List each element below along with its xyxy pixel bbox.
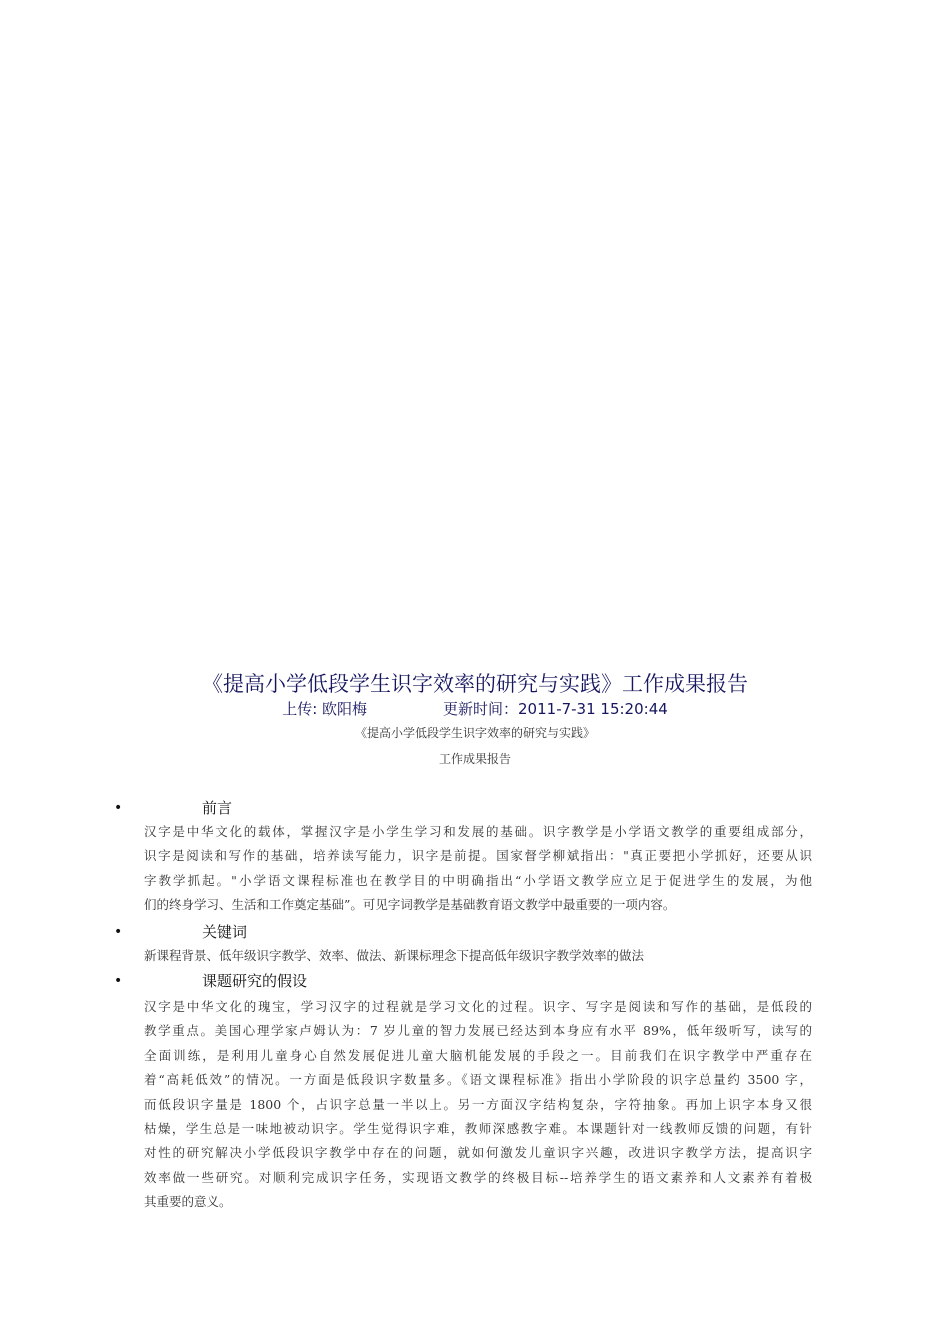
paragraph-line: 字教学抓起。"小学语文课程标准也在教学目的中明确指出“小学语文教学应立足于促进学生的发展，为他 [144,872,812,888]
section-heading: 前言 [202,799,233,817]
bullet-marker: • [114,924,123,940]
section-paragraph [144,944,812,968]
paragraph-line: 而低段识字量是 1800 个，占识字总量一半以上。另一方面汉字结构复杂，字符抽象。再加上识字本身又很 [144,1096,812,1112]
bullet-marker: • [114,973,123,989]
paragraph-line: 着“高耗低效”的情况。一方面是低段识字数量多。《语文课程标准》指出小学阶段的识字总量约 3500 字， [144,1072,812,1088]
paragraph-line: 枯燥，学生总是一味地被动识字。学生觉得识字难，教师深感教字难。本课题针对一线教师反馈的问题，有针 [144,1121,812,1137]
subtitle-report: 工作成果报告 [438,752,511,766]
paragraph-line: 效率做一些研究。对顺利完成识字任务，实现语文教学的终极目标--培养学生的语文素养和人文素养有着极 [144,1169,812,1185]
document-title: 《提高小学低段学生识字效率的研究与实践》工作成果报告 [202,672,748,696]
paragraph-line: 全面训练，是利用儿童身心自然发展促进儿童大脑机能发展的手段之一。目前我们在识字教学中严重存在 [144,1047,812,1063]
document-meta [0,698,950,720]
subtitle-title: 《提高小学低段学生识字效率的研究与实践》 [354,726,595,740]
uploader-label: 上传: 欧阳梅 [282,700,368,718]
paragraph-line: 新课程背景、低年级识字教学、效率、做法、新课标理念下提高低年级识字教学效率的做法 [144,948,645,963]
paragraph-line: 教学重点。美国心理学家卢姆认为：7 岁儿童的智力发展已经达到本身应有水平 89%，低年级听写，读写的 [144,1023,812,1039]
paragraph-line: 汉字是中华文化的瑰宝，学习汉字的过程就是学习文化的过程。识字、写字是阅读和写作的基础，是低段的 [144,999,812,1014]
paragraph-line: 对性的研究解决小学低段识字教学中存在的问题，就如何激发儿童识字兴趣，改进识字教学方法，提高识字 [144,1145,812,1161]
section-paragraph [144,820,812,918]
section-paragraph [144,995,812,1215]
bullet-marker: • [114,800,123,816]
section-heading: 课题研究的假设 [202,972,308,990]
section-heading: 关键词 [202,923,248,941]
paragraph-line: 们的终身学习、生活和工作奠定基础”。可见字词教学是基础教育语文教学中最重要的一项内容。 [144,897,676,913]
paragraph-line: 其重要的意义。 [144,1194,232,1210]
paragraph-line: 识字是阅读和写作的基础，培养读写能力，识字是前提。国家督学柳斌指出："真正要把小学抓好，还要从识 [144,848,812,864]
paragraph-line: 汉字是中华文化的载体，掌握汉字是小学生学习和发展的基础。识字教学是小学语文教学的重要组成部分， [144,824,812,839]
updated-time: 更新时间：2011-7-31 15:20:44 [443,700,668,718]
